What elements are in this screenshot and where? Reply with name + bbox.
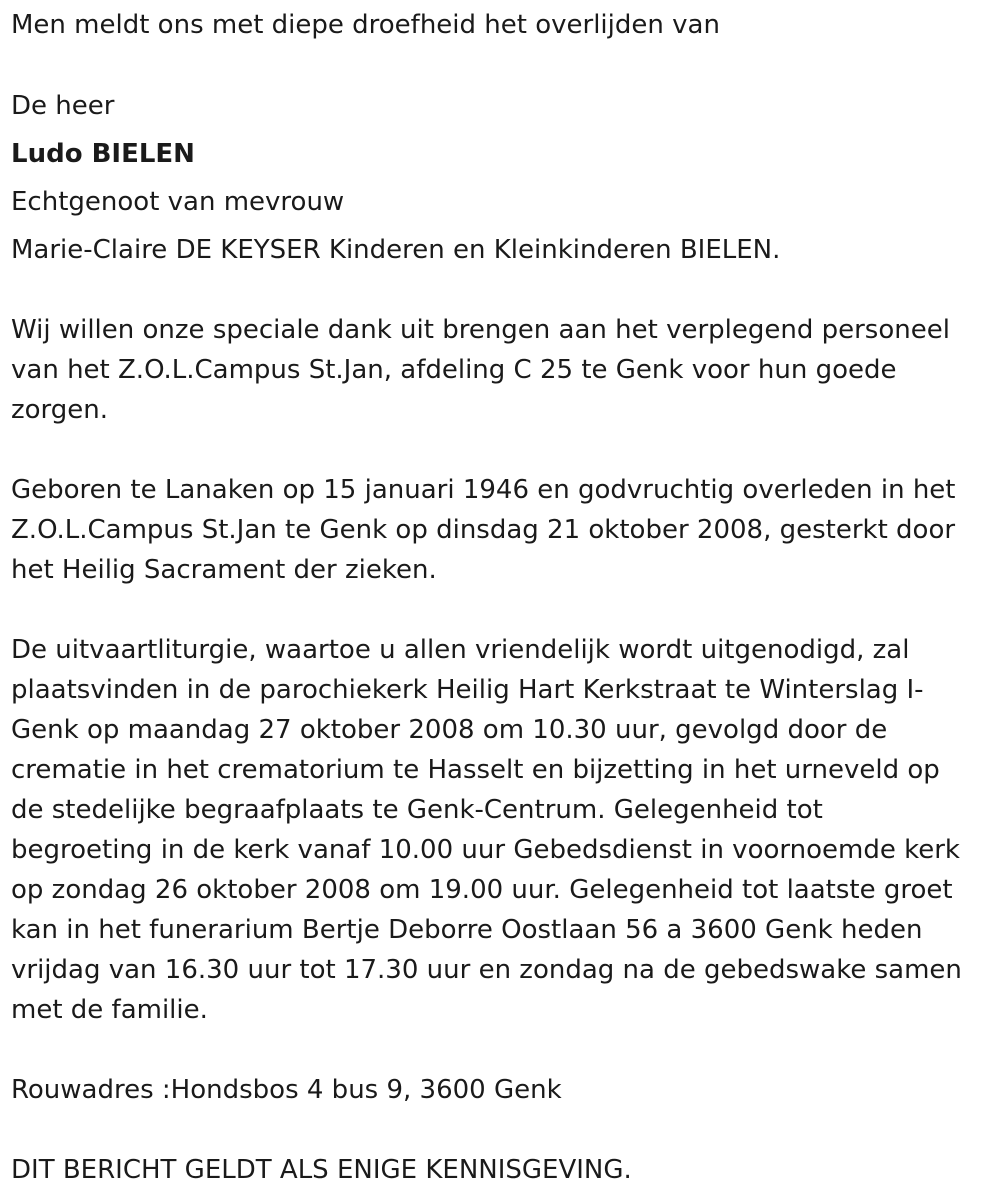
funeral-line: kan in het funerarium Bertje Deborre Oostlaan 56 a 3600 Genk heden — [11, 915, 923, 945]
birth-death-line: het Heilig Sacrament der zieken. — [11, 555, 437, 585]
deceased-name: Ludo BIELEN — [11, 139, 195, 169]
thanks-line: Wij willen onze speciale dank uit brengen aan het verplegend personeel — [11, 315, 950, 345]
funeral-line: De uitvaartliturgie, waartoe u allen vriendelijk wordt uitgenodigd, zal — [11, 635, 910, 665]
thanks-line: van het Z.O.L.Campus St.Jan, afdeling C 25 te Genk voor hun goede — [11, 355, 897, 385]
funeral-line: crematie in het crematorium te Hasselt en bijzetting in het urneveld op — [11, 755, 940, 785]
funeral-line: plaatsvinden in de parochiekerk Heilig Hart Kerkstraat te Winterslag I- — [11, 675, 924, 705]
funeral-line: de stedelijke begraafplaats te Genk-Centrum. Gelegenheid tot — [11, 795, 823, 825]
birth-death-line: Geboren te Lanaken op 15 januari 1946 en godvruchtig overleden in het — [11, 475, 956, 505]
funeral-line: met de familie. — [11, 995, 208, 1025]
birth-death-line: Z.O.L.Campus St.Jan te Genk op dinsdag 21 oktober 2008, gesterkt door — [11, 515, 956, 545]
intro-text: Men meldt ons met diepe droefheid het overlijden van — [11, 10, 720, 40]
thanks-line: zorgen. — [11, 395, 109, 425]
funeral-line: vrijdag van 16.30 uur tot 17.30 uur en zondag na de gebedswake samen — [11, 955, 962, 985]
mourning-address: Rouwadres :Hondsbos 4 bus 9, 3600 Genk — [11, 1075, 562, 1105]
funeral-line: begroeting in de kerk vanaf 10.00 uur Gebedsdienst in voornoemde kerk — [11, 835, 960, 865]
closing-statement: DIT BERICHT GELDT ALS ENIGE KENNISGEVING. — [11, 1155, 632, 1185]
spouse-family: Marie-Claire DE KEYSER Kinderen en Kleinkinderen BIELEN. — [11, 235, 781, 265]
spouse-label: Echtgenoot van mevrouw — [11, 187, 345, 217]
funeral-line: op zondag 26 oktober 2008 om 19.00 uur. Gelegenheid tot laatste groet — [11, 875, 953, 905]
salutation: De heer — [11, 91, 115, 121]
funeral-line: Genk op maandag 27 oktober 2008 om 10.30 uur, gevolgd door de — [11, 715, 888, 745]
